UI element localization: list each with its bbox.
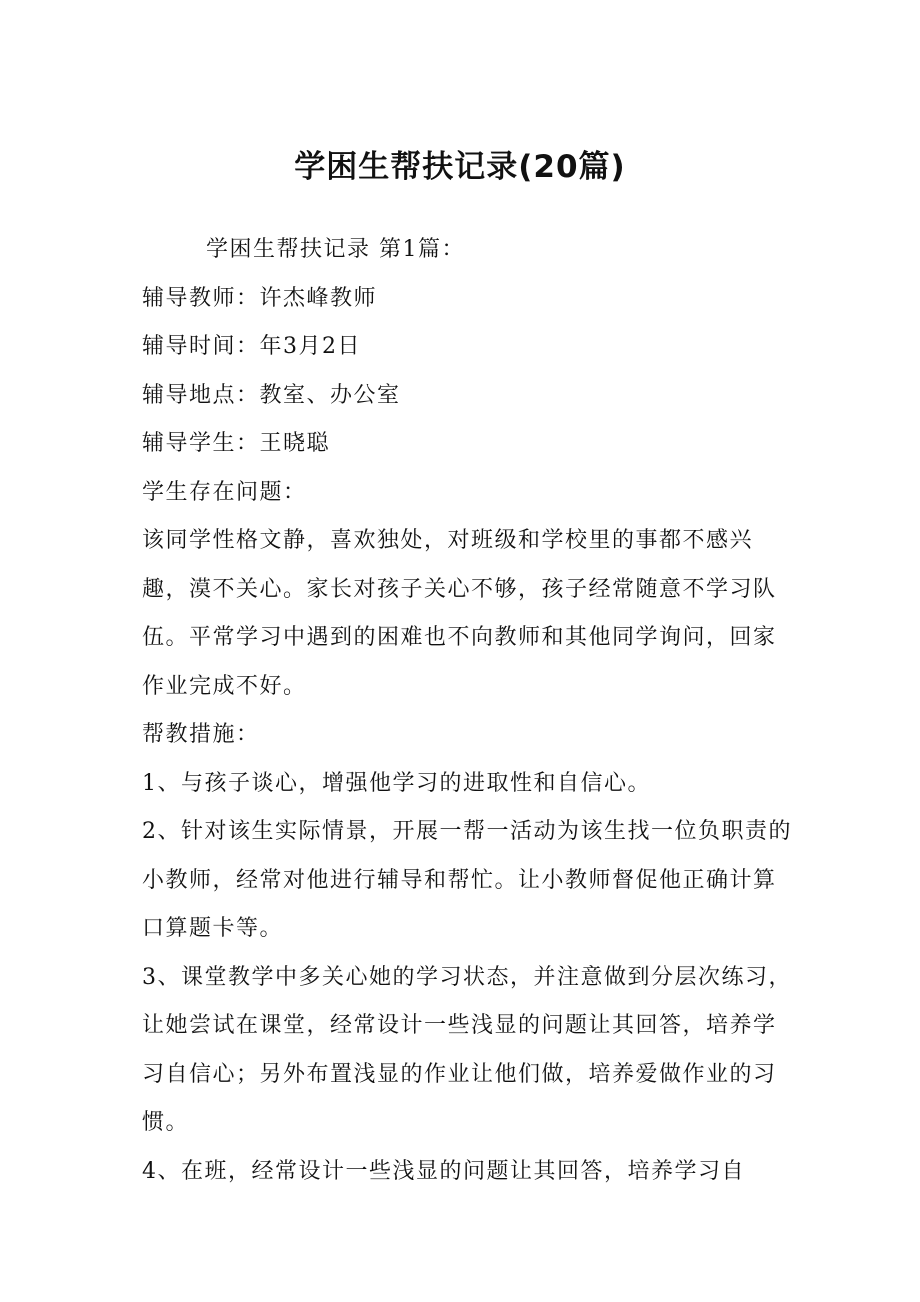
date-line: 辅导时间：年3月2日 — [142, 334, 361, 359]
measure-item-2: 2、针对该生实际情景，开展一帮一活动为该生找一位负职责的小教师，经常对他进行辅导和帮忙。让小教师督促他正确计算口算题卡等。 — [142, 819, 792, 941]
measure-item-3: 3、课堂教学中多关心她的学习状态，并注意做到分层次练习，让她尝试在课堂，经常设计一些浅显的问题让其回答，培养学习自信心；另外布置浅显的作业让他们做，培养爱做作业的习惯。 — [142, 964, 792, 1135]
measure-item-4: 4、在班，经常设计一些浅显的问题让其回答，培养学习自 — [142, 1158, 745, 1184]
teacher-line: 辅导教师：许杰峰教师 — [142, 285, 378, 311]
measure-item-1: 1、与孩子谈心，增强他学习的进取性和自信心。 — [142, 770, 651, 796]
problem-paragraph: 该同学性格文静，喜欢独处，对班级和学校里的事都不感兴趣，漠不关心。家长对孩子关心不够，孩子经常随意不学习队伍。平常学习中遇到的困难也不向教师和其他同学询问，回家作业完成不好。 — [142, 528, 777, 699]
section-heading: 学困生帮扶记录 第1篇： — [206, 237, 465, 262]
location-line: 辅导地点：教室、办公室 — [142, 382, 401, 408]
measures-heading: 帮教措施： — [142, 722, 260, 747]
problem-heading: 学生存在问题： — [142, 479, 307, 505]
document-body — [142, 226, 792, 1196]
document-title: 学困生帮扶记录(20篇) — [294, 149, 626, 185]
student-line: 辅导学生：王晓聪 — [142, 431, 331, 456]
